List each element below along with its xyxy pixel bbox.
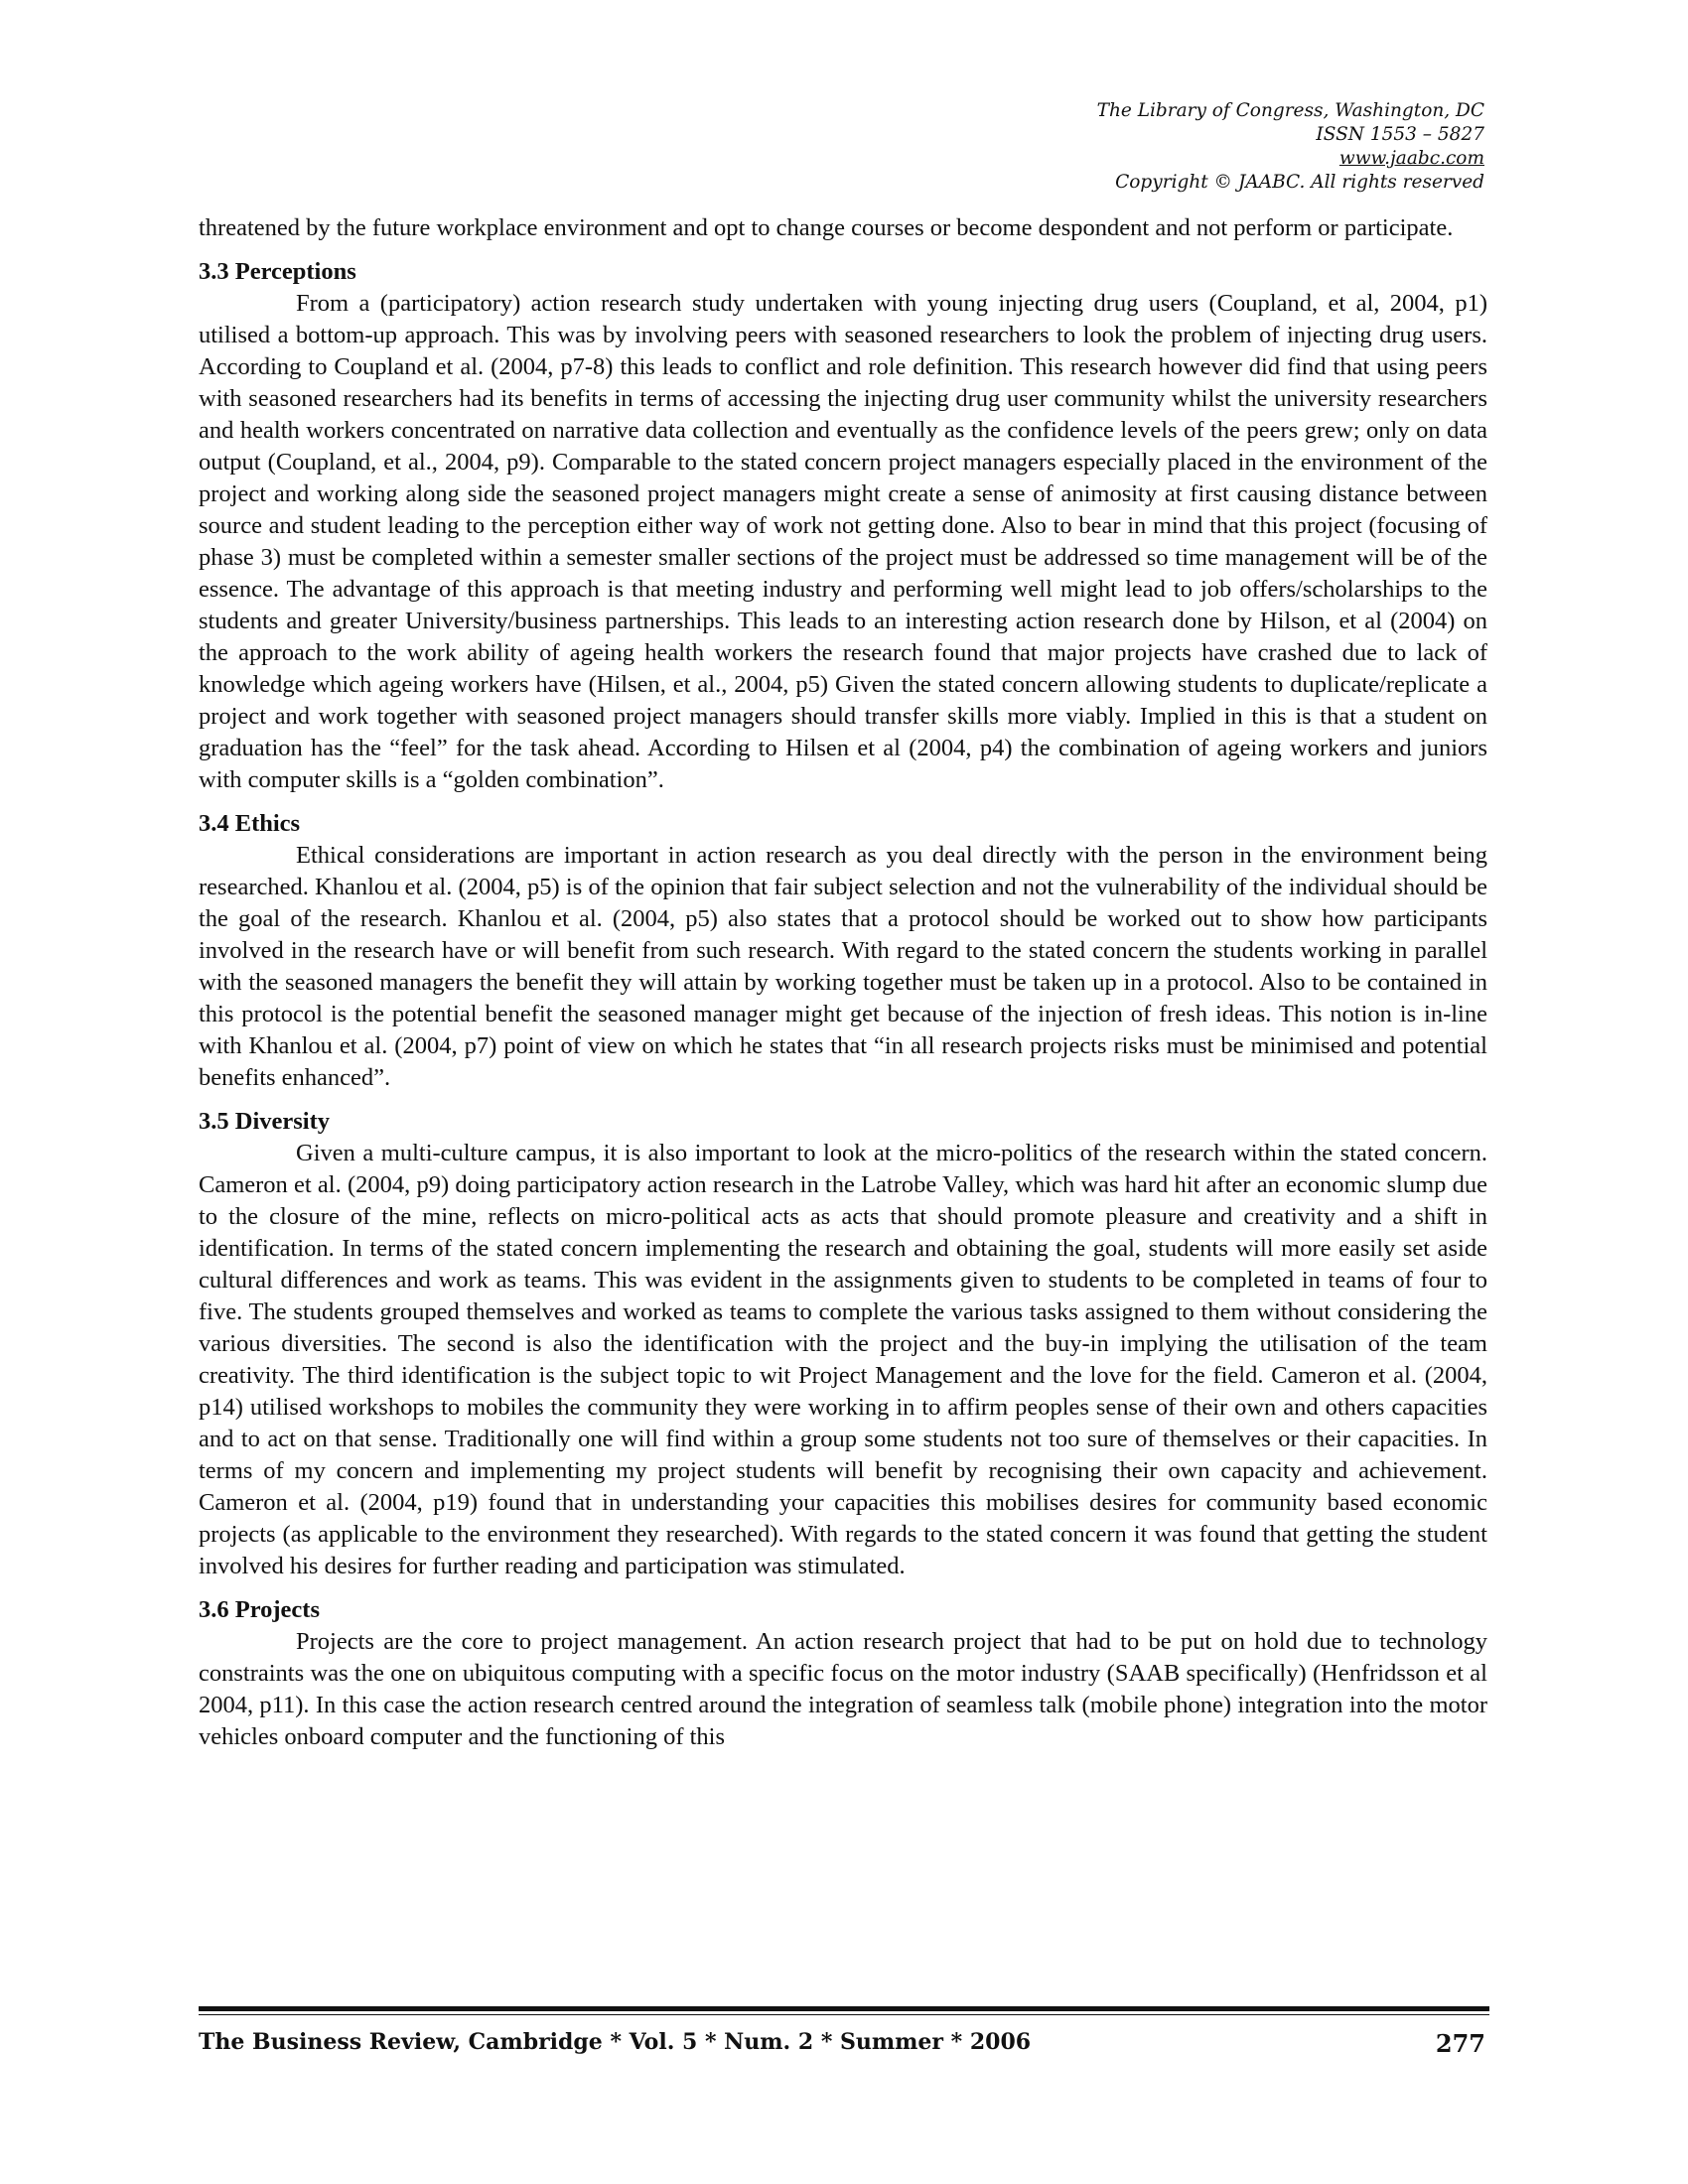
article-body: [199, 212, 1487, 1753]
section-heading-projects: 3.6 Projects: [199, 1596, 320, 1623]
section-heading-ethics: 3.4 Ethics: [199, 810, 301, 837]
section-text-projects: Projects are the core to project management. An action research project that had to be put on hold due to technology constraints was the one on ubiquitous computing with a specific focus on the motor industry (SAAB specifically) (Henfridsson et al 2004, p11). In this case the action research centred around the integration of seamless talk (mobile phone) integration into the motor vehicles onboard computer and the functioning of this: [199, 1628, 1487, 1750]
header-issn: ISSN 1553 – 5827: [1316, 124, 1484, 145]
header-copyright: Copyright © JAABC. All rights reserved: [1115, 172, 1484, 193]
header-website-link[interactable]: www.jaabc.com: [1338, 148, 1484, 169]
footer-divider-thick: [199, 2006, 1489, 2011]
footer-divider-thin: [199, 2014, 1489, 2015]
section-text-diversity: Given a multi-culture campus, it is also important to look at the micro-politics of the research within the stated concern. Cameron et al. (2004, p9) doing participatory action research in the Latrobe Valley, which was hard hit after an economic slump due to the closure of the mine, reflects on micro-political acts as acts that should promote pleasure and creativity and a shift in identification. In terms of the stated concern implementing the research and obtaining the goal, students will more easily set aside cultural differences and work as teams. This was evident in the assignments given to students to be completed in teams of four to five. The students grouped themselves and worked as teams to complete the various tasks assigned to them without considering the various diversities. The second is also the identification with the project and the buy-in implying the utilisation of the team creativity. The third identification is the subject topic to wit Project Management and the love for the field. Cameron et al. (2004, p14) utilised workshops to mobiles the community they were working in to affirm peoples sense of their own and others capacities and to act on that sense. Traditionally one will find within a group some students not too sure of themselves or their capacities. In terms of my concern and implementing my project students will benefit by recognising their own capacity and achievement. Cameron et al. (2004, p19) found that in understanding your capacities this mobilises desires for community based economic projects (as applicable to the environment they researched). With regards to the stated concern it was found that getting the student involved his desires for further reading and participation was stimulated.: [199, 1140, 1487, 1579]
page-number: 277: [1435, 2029, 1485, 2058]
continued-paragraph: threatened by the future workplace environment and opt to change courses or become despondent and not perform or participate.: [199, 214, 1454, 241]
section-heading-diversity: 3.5 Diversity: [199, 1108, 330, 1135]
header-publisher: The Library of Congress, Washington, DC: [1096, 100, 1484, 121]
page-header: [1097, 99, 1484, 195]
section-text-perceptions: From a (participatory) action research study undertaken with young injecting drug users (Coupland, et al, 2004, p1) utilised a bottom-up approach. This was by involving peers with seasoned researchers to look the problem of injecting drug users. According to Coupland et al. (2004, p7-8) this leads to conflict and role definition. This research however did find that using peers with seasoned researchers had its benefits in terms of accessing the injecting drug user community whilst the university researchers and health workers concentrated on narrative data collection and eventually as the confidence levels of the peers grew; only on data output (Coupland, et al., 2004, p9). Comparable to the stated concern project managers especially placed in the environment of the project and working along side the seasoned project managers might create a sense of animosity at first causing distance between source and student leading to the perception either way of work not getting done. Also to bear in mind that this project (focusing of phase 3) must be completed within a semester smaller sections of the project must be addressed so time management will be of the essence. The advantage of this approach is that meeting industry and performing well might lead to job offers/scholarships to the students and greater University/business partnerships. This leads to an interesting action research done by Hilson, et al (2004) on the approach to the work ability of ageing health workers the research found that major projects have crashed due to lack of knowledge which ageing workers have (Hilsen, et al., 2004, p5) Given the stated concern allowing students to duplicate/replicate a project and work together with seasoned project managers should transfer skills more viably. Implied in this is that a student on graduation has the “feel” for the task ahead. According to Hilsen et al (2004, p4) the combination of ageing workers and juniors with computer skills is a “golden combination”.: [199, 290, 1487, 793]
section-heading-perceptions: 3.3 Perceptions: [199, 258, 356, 285]
section-text-ethics: Ethical considerations are important in action research as you deal directly with the person in the environment being researched. Khanlou et al. (2004, p5) is of the opinion that fair subject selection and not the vulnerability of the individual should be the goal of the research. Khanlou et al. (2004, p5) also states that a protocol should be worked out to show how participants involved in the research have or will benefit from such research. With regard to the stated concern the students working in parallel with the seasoned managers the benefit they will attain by working together must be taken up in a protocol. Also to be contained in this protocol is the potential benefit the seasoned manager might get because of the injection of fresh ideas. This notion is in-line with Khanlou et al. (2004, p7) point of view on which he states that “in all research projects risks must be minimised and potential benefits enhanced”.: [199, 842, 1487, 1091]
footer-journal-info: The Business Review, Cambridge * Vol. 5 * Num. 2 * Summer * 2006: [199, 2029, 1032, 2055]
